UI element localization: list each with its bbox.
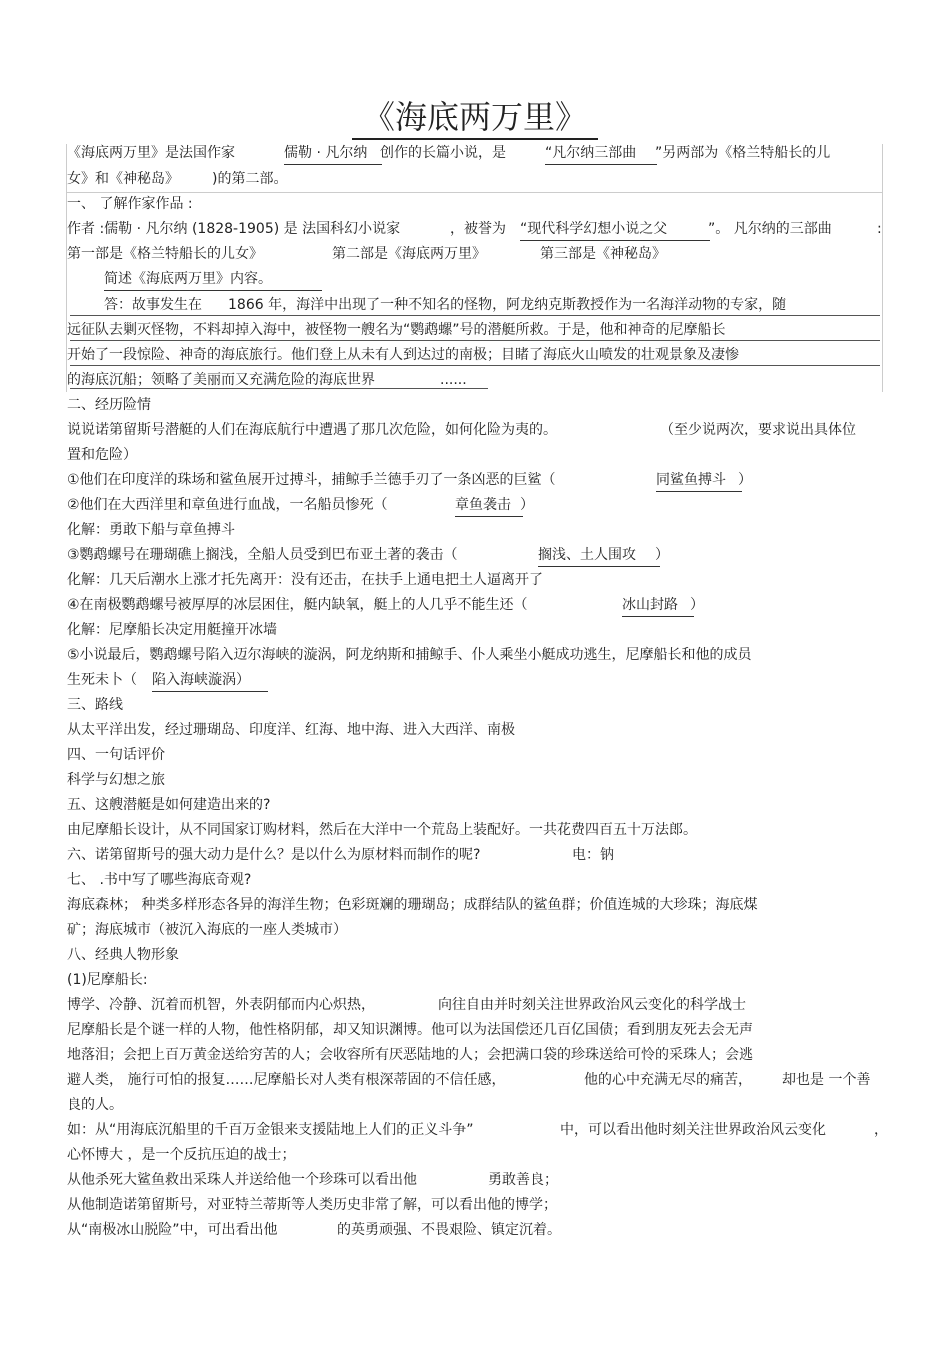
- example-4: 从他制造诺第留斯号，对亚特兰蒂斯等人类历史非常了解，可以看出他的博学；: [67, 1197, 557, 1213]
- example-3b: 勇敢善良；: [488, 1172, 558, 1188]
- intro-text-2: 创作的长篇小说，是: [380, 145, 506, 161]
- frame-right: [882, 144, 883, 392]
- power-answer: 电：钠: [572, 847, 614, 863]
- danger-2-resolution: 化解：勇敢下船与章鱼搏斗: [67, 522, 235, 538]
- danger-2-answer: 章鱼袭击: [455, 495, 523, 517]
- example-1b: 中，可以看出他时刻关注世界政治风云变化: [560, 1122, 826, 1138]
- danger-1: ①他们在印度洋的珠场和鲨鱼展开过搏斗，捕鲸手兰德手刃了一条凶恶的巨鲨（: [67, 472, 556, 488]
- danger-5-line-2: 生死未卜（: [67, 672, 137, 688]
- wonders-text-1: 海底森林； 种类多样形态各异的海洋生物；色彩斑斓的珊瑚岛；成群结队的鲨鱼群；价值连城的大珍珠；海底煤: [67, 897, 758, 913]
- section-4-heading: 四、一句话评价: [67, 747, 165, 763]
- intro-trilogy: “凡尔纳三部曲: [545, 143, 657, 165]
- section-6-heading: 六、诺第留斯号的强大动力是什么？是以什么为原材料而制作的呢?: [67, 847, 481, 863]
- character-desc-6: 良的人。: [67, 1097, 123, 1113]
- danger-3-answer: 搁浅、土人围攻: [538, 545, 660, 567]
- danger-1-answer: 同鲨鱼搏斗: [656, 470, 742, 492]
- example-5b: 的英勇顽强、不畏艰险、镇定沉着。: [337, 1222, 561, 1238]
- intro-author: 儒勒 · 凡尔纳: [284, 143, 382, 165]
- author-line-4: :: [877, 221, 882, 237]
- danger-5-answer: 陷入海峡漩涡）: [152, 670, 268, 692]
- section-3-heading: 三、路线: [67, 697, 123, 713]
- wonders-text-2: 矿；海底城市（被沉入海底的一座人类城市）: [67, 922, 347, 938]
- intro-text-5: )的第二部。: [212, 171, 288, 187]
- danger-3-resolution: 化解：几天后潮水上涨才托先离开：没有还击，在扶手上通电把土人逼离开了: [67, 572, 543, 588]
- danger-4: ④在南极鹦鹉螺号被厚厚的冰层困住，艇内缺氧，艇上的人几乎不能生还（: [67, 597, 528, 613]
- summary-question: 简述《海底两万里》内容。: [104, 269, 322, 291]
- section-2-question: 说说诺第留斯号潜艇的人们在海底航行中遭遇了那几次危险，如何化险为夷的。: [67, 422, 557, 438]
- route-text: 从太平洋出发，经过珊瑚岛、印度洋、红海、地中海、进入大西洋、南极: [67, 722, 515, 738]
- intro-text-1: 《海底两万里》是法国作家: [67, 145, 235, 161]
- answer-underline-2: [70, 340, 880, 341]
- summary-answer-1: 答：故事发生在: [104, 297, 202, 313]
- character-trait-2: 向往自由并时刻关注世界政治风云变化的科学战士: [438, 997, 746, 1013]
- section-2-question-3: 置和危险）: [67, 447, 137, 463]
- trilogy-part-3: 第三部是《神秘岛》: [540, 246, 666, 262]
- section-7-heading: 七、 .书中写了哪些海底奇观?: [67, 872, 252, 888]
- author-line-1: 作者 :儒勒 · 凡尔纳 (1828-1905) 是 法国科幻小说家: [67, 221, 401, 237]
- example-1c: ，: [874, 1122, 888, 1138]
- danger-2-end: ）: [520, 497, 534, 513]
- danger-3: ③鹦鹉螺号在珊瑚礁上搁浅，全船人员受到巴布亚土著的袭击（: [67, 547, 458, 563]
- answer-underline-1: [70, 315, 880, 316]
- summary-answer-6: ......: [440, 372, 467, 388]
- construction-text: 由尼摩船长设计，从不同国家订购材料，然后在大洋中一个荒岛上装配好。一共花费四百五十万法郎。: [67, 822, 697, 838]
- character-desc-3: 避人类， 施行可怕的报复……尼摩船长对人类有根深蒂固的不信任感，: [67, 1072, 506, 1088]
- answer-underline-3: [70, 365, 880, 366]
- summary-answer-5: 的海底沉船；领略了美丽而又充满危险的海底世界: [67, 372, 375, 388]
- danger-2: ②他们在大西洋里和章鱼进行血战，一名船员惨死（: [67, 497, 388, 513]
- example-2: 心怀博大 ，是一个反抗压迫的战士；: [67, 1147, 296, 1163]
- intro-text-3: ”另两部为《格兰特船长的儿: [655, 145, 831, 161]
- example-3: 从他杀死大鲨鱼救出采珠人并送给他一个珍珠可以看出他: [67, 1172, 417, 1188]
- character-desc-4: 他的心中充满无尽的痛苦，: [584, 1072, 752, 1088]
- trilogy-part-2: 第二部是《海底两万里》: [332, 246, 486, 262]
- summary-answer-2: 1866 年，海洋中出现了一种不知名的怪物，阿龙纳克斯教授作为一名海洋动物的专家，随: [228, 297, 787, 313]
- character-desc-5: 却也是 一个善: [782, 1072, 871, 1088]
- danger-3-end: ）: [655, 547, 669, 563]
- character-desc-2: 地落泪；会把上百万黄金送给穷苦的人；会收容所有厌恶陆地的人；会把满口袋的珍珠送给可怜的采珠人；会逃: [67, 1047, 753, 1063]
- author-title: “现代科学幻想小说之父: [520, 219, 710, 241]
- danger-4-end: ）: [690, 597, 704, 613]
- character-trait-1: 博学、冷静、沉着而机智，外表阴郁而内心炽热，: [67, 997, 375, 1013]
- character-subheading: (1)尼摩船长:: [67, 972, 148, 988]
- danger-1-end: ）: [738, 472, 752, 488]
- trilogy-part-1: 第一部是《格兰特船长的儿女》: [67, 246, 263, 262]
- author-line-2: ，被誉为: [450, 221, 506, 237]
- summary-answer-4: 开始了一段惊险、神奇的海底旅行。他们登上从未有人到达过的南极；目睹了海底火山喷发的壮观景象及凄惨: [67, 347, 739, 363]
- author-line-3: ”。 凡尔纳的三部曲: [708, 221, 832, 237]
- section-2-heading: 二、经历险情: [67, 397, 151, 413]
- intro-text-4: 女》和《神秘岛》: [67, 171, 179, 187]
- section-8-heading: 八、经典人物形象: [67, 947, 179, 963]
- character-desc-1: 尼摩船长是个谜一样的人物，他性格阴郁，却又知识渊博。他可以为法国偿还几百亿国债；看到朋友死去会无声: [67, 1022, 753, 1038]
- page-title: 《海底两万里》: [352, 96, 598, 140]
- example-1: 如：从“用海底沉船里的千百万金银来支援陆地上人们的正义斗争”: [67, 1122, 474, 1138]
- danger-5: ⑤小说最后，鹦鹉螺号陷入迈尔海峡的漩涡，阿龙纳斯和捕鲸手、仆人乘坐小艇成功逃生，尼摩船长和他的成员: [67, 647, 752, 663]
- evaluation-text: 科学与幻想之旅: [67, 772, 165, 788]
- summary-answer-3: 远征队去剿灭怪物，不料却掉入海中，被怪物一艘名为“鹦鹉螺”号的潜艇所救。于是，他和神奇的尼摩船长: [67, 322, 726, 338]
- danger-4-answer: 冰山封路: [622, 595, 694, 617]
- example-5: 从“南极冰山脱险”中，可出看出他: [67, 1222, 278, 1238]
- section-1-heading: 一、 了解作家作品 :: [67, 196, 193, 212]
- section-2-question-2: （至少说两次，要求说出具体位: [660, 422, 856, 438]
- section-5-heading: 五、这艘潜艇是如何建造出来的?: [67, 797, 271, 813]
- danger-4-resolution: 化解：尼摩船长决定用艇撞开冰墙: [67, 622, 277, 638]
- intro-divider: [66, 192, 882, 193]
- answer-underline-4: [70, 388, 488, 389]
